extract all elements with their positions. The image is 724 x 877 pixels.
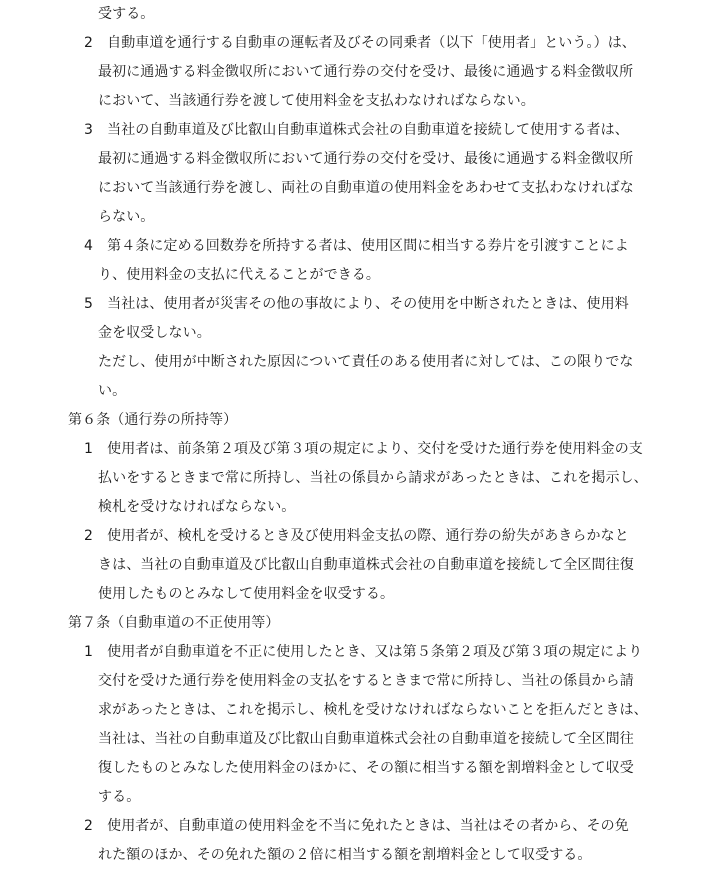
text-line: 求があったときは、これを掲示し、検札を受けなければならないことを拒んだときは、 bbox=[98, 702, 648, 718]
text-line: 交付を受けた通行券を使用料金の支払をするときまで常に所持し、当社の係員から請 bbox=[98, 673, 634, 689]
text-line: 当社は、当社の自動車道及び比叡山自動車道株式会社の自動車道を接続して全区間往 bbox=[98, 731, 634, 747]
text-line: 復したものとみなした使用料金のほかに、その額に相当する額を割増料金として収受 bbox=[98, 760, 634, 776]
text-line: きは、当社の自動車道及び比叡山自動車道株式会社の自動車道を接続して全区間往復 bbox=[98, 557, 634, 573]
text-line: する。 bbox=[98, 789, 141, 805]
text-line: 金を収受しない。 bbox=[98, 325, 211, 341]
text-line: ただし、使用が中断された原因について責任のある使用者に対しては、この限りでな bbox=[98, 354, 634, 370]
text-line: において、当該通行券を渡して使用料金を支払わなければならない。 bbox=[98, 93, 535, 109]
article-heading: 第７条（自動車道の不正使用等） bbox=[68, 615, 280, 631]
text-line: 2 使用者が、自動車道の使用料金を不当に免れたときは、当社はその者から、その免 bbox=[84, 818, 629, 834]
text-line: 使用したものとみなして使用料金を収受する。 bbox=[98, 586, 395, 602]
text-line: 4 第４条に定める回数券を所持する者は、使用区間に相当する券片を引渡すことによ bbox=[84, 238, 629, 254]
text-line: らない。 bbox=[98, 209, 155, 225]
text-line: 受する。 bbox=[98, 6, 155, 22]
text-line: 1 使用者が自動車道を不正に使用したとき、又は第５条第２項及び第３項の規定により bbox=[84, 644, 643, 660]
text-line: り、使用料金の支払に代えることができる。 bbox=[98, 267, 380, 283]
text-line: 払いをするときまで常に所持し、当社の係員から請求があったときは、これを掲示し、 bbox=[98, 470, 648, 486]
text-line: れた額のほか、その免れた額の２倍に相当する額を割増料金として収受する。 bbox=[98, 847, 592, 863]
text-line: い。 bbox=[98, 383, 127, 399]
text-line: 2 使用者が、検札を受けるとき及び使用料金支払の際、通行券の紛失があきらかなと bbox=[84, 528, 629, 544]
text-line: 最初に通過する料金徴収所において通行券の交付を受け、最後に通過する料金徴収所 bbox=[98, 151, 634, 167]
text-line: 5 当社は、使用者が災害その他の事故により、その使用を中断されたときは、使用料 bbox=[84, 296, 629, 312]
article-heading: 第６条（通行券の所持等） bbox=[68, 412, 238, 428]
text-line: 1 使用者は、前条第２項及び第３項の規定により、交付を受けた通行券を使用料金の支 bbox=[84, 441, 643, 457]
text-line: において当該通行券を渡し、両社の自動車道の使用料金をあわせて支払わなければな bbox=[98, 180, 634, 196]
text-line: 検札を受けなければならない。 bbox=[98, 499, 296, 515]
text-line: 2 自動車道を通行する自動車の運転者及びその同乗者（以下「使用者」という。）は、 bbox=[84, 35, 636, 51]
text-line: 3 当社の自動車道及び比叡山自動車道株式会社の自動車道を接続して使用する者は、 bbox=[84, 122, 629, 138]
text-line: 最初に通過する料金徴収所において通行券の交付を受け、最後に通過する料金徴収所 bbox=[98, 64, 634, 80]
